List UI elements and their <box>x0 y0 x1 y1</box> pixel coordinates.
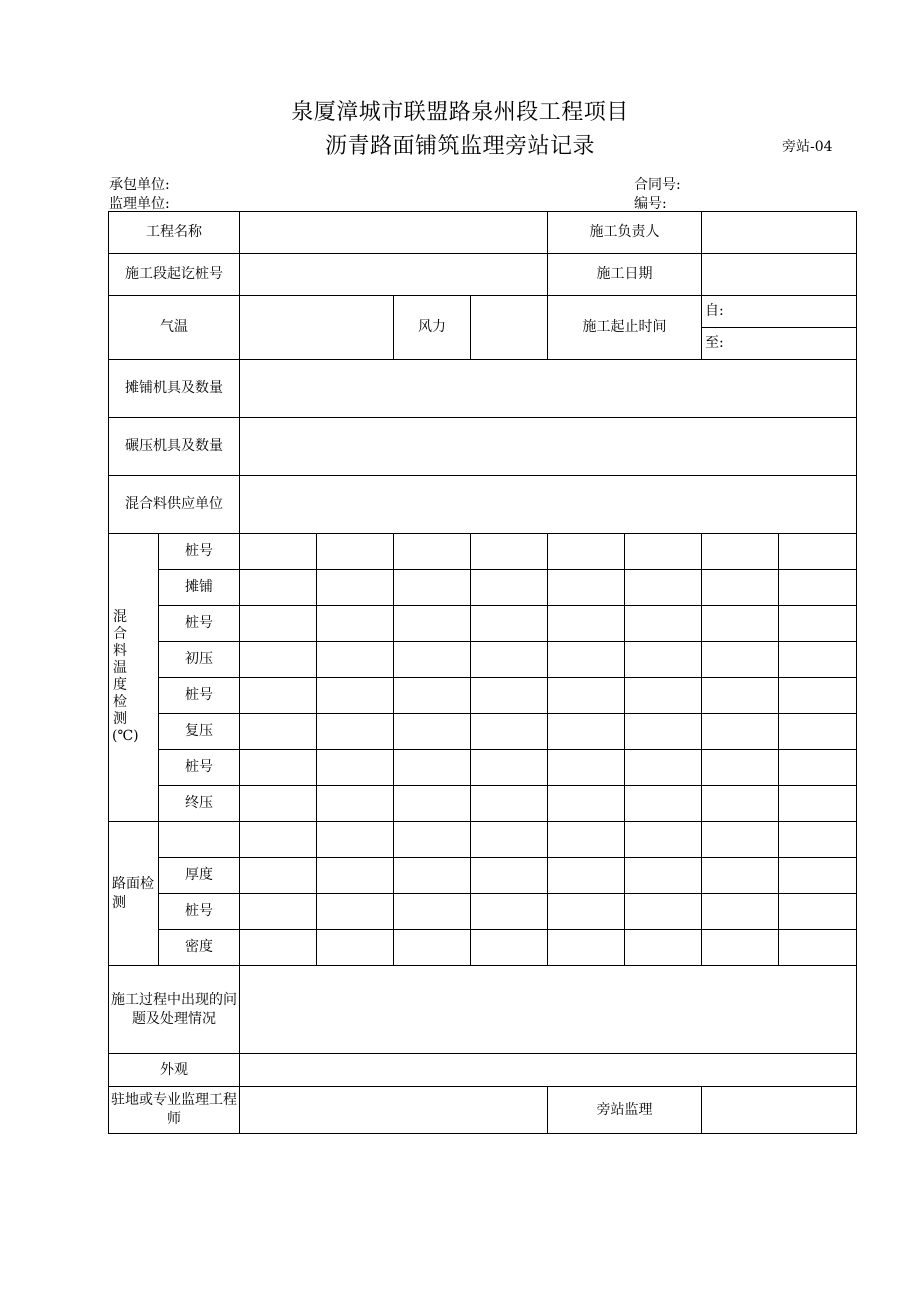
cell[interactable] <box>548 786 625 822</box>
cell[interactable] <box>394 786 471 822</box>
cell[interactable] <box>779 786 857 822</box>
construction-date-label: 施工日期 <box>548 254 702 296</box>
mix-supplier-field[interactable] <box>240 476 857 534</box>
resident-engineer-label: 驻地或专业监理工程师 <box>109 1087 240 1134</box>
cell[interactable] <box>702 786 779 822</box>
cell[interactable] <box>471 894 548 930</box>
cell[interactable] <box>394 858 471 894</box>
issues-field[interactable] <box>240 966 857 1054</box>
project-name-label: 工程名称 <box>109 212 240 254</box>
cell[interactable] <box>471 534 548 570</box>
cell[interactable] <box>625 678 702 714</box>
paving-equipment-label: 摊铺机具及数量 <box>109 360 240 418</box>
cell[interactable] <box>625 750 702 786</box>
rolling-equipment-label: 碾压机具及数量 <box>109 418 240 476</box>
cell[interactable] <box>471 930 548 966</box>
temp-row-label: 终压 <box>159 786 240 822</box>
cell[interactable] <box>394 894 471 930</box>
cell[interactable] <box>625 606 702 642</box>
onsite-supervisor-label: 旁站监理 <box>548 1087 702 1134</box>
cell[interactable] <box>240 606 317 642</box>
row-paving-equipment <box>109 360 857 418</box>
cell[interactable] <box>317 642 394 678</box>
temp-row <box>109 750 857 786</box>
cell[interactable] <box>702 930 779 966</box>
cell[interactable] <box>779 678 857 714</box>
document-title-line2: 沥青路面铺筑监理旁站记录 <box>324 134 595 159</box>
cell[interactable] <box>702 570 779 606</box>
cell[interactable] <box>317 858 394 894</box>
construction-date-field[interactable] <box>702 254 857 296</box>
cell[interactable] <box>625 822 702 858</box>
cell[interactable] <box>471 642 548 678</box>
contractor-label: 承包单位: <box>109 177 170 193</box>
cell[interactable] <box>779 858 857 894</box>
start-time-field[interactable]: 自: <box>702 296 857 328</box>
cell[interactable] <box>240 750 317 786</box>
mix-supplier-label: 混合料供应单位 <box>109 476 240 534</box>
temperature-label: 气温 <box>109 296 240 360</box>
cell[interactable] <box>394 714 471 750</box>
row-rolling-equipment <box>109 418 857 476</box>
temp-row <box>109 714 857 750</box>
cell[interactable] <box>317 606 394 642</box>
cell[interactable] <box>779 714 857 750</box>
wind-label: 风力 <box>394 296 471 360</box>
cell[interactable] <box>548 678 625 714</box>
cell[interactable] <box>394 642 471 678</box>
cell[interactable] <box>548 534 625 570</box>
cell[interactable] <box>702 750 779 786</box>
cell[interactable] <box>702 606 779 642</box>
start-end-time-label: 施工起止时间 <box>548 296 702 360</box>
cell[interactable] <box>240 930 317 966</box>
cell[interactable] <box>471 606 548 642</box>
cell[interactable] <box>625 642 702 678</box>
cell[interactable] <box>702 534 779 570</box>
cell[interactable] <box>317 750 394 786</box>
row-issues <box>109 966 857 1054</box>
temperature-field[interactable] <box>240 296 394 360</box>
cell[interactable] <box>317 786 394 822</box>
road-row-label: 桩号 <box>159 894 240 930</box>
temp-row-label: 桩号 <box>159 534 240 570</box>
cell[interactable] <box>779 570 857 606</box>
form-code: 旁站-04 <box>782 139 833 155</box>
cell[interactable] <box>240 858 317 894</box>
temp-row-label: 桩号 <box>159 750 240 786</box>
cell[interactable] <box>394 606 471 642</box>
cell[interactable] <box>317 714 394 750</box>
cell[interactable] <box>702 822 779 858</box>
cell[interactable] <box>548 714 625 750</box>
cell[interactable] <box>625 894 702 930</box>
row-signatures <box>109 1087 857 1134</box>
cell[interactable] <box>471 786 548 822</box>
appearance-field[interactable] <box>240 1054 857 1087</box>
cell[interactable] <box>548 606 625 642</box>
cell[interactable] <box>394 930 471 966</box>
temp-row <box>109 678 857 714</box>
cell[interactable] <box>240 786 317 822</box>
row-section <box>109 254 857 296</box>
cell[interactable] <box>471 858 548 894</box>
cell[interactable] <box>240 822 317 858</box>
resident-engineer-field[interactable] <box>240 1087 548 1134</box>
cell[interactable] <box>779 894 857 930</box>
cell[interactable] <box>625 786 702 822</box>
temp-row <box>109 606 857 642</box>
row-appearance <box>109 1054 857 1087</box>
section-stake-field[interactable] <box>240 254 548 296</box>
cell[interactable] <box>625 534 702 570</box>
cell[interactable] <box>548 642 625 678</box>
road-row <box>109 822 857 858</box>
cell[interactable] <box>702 678 779 714</box>
cell[interactable] <box>779 642 857 678</box>
cell[interactable] <box>548 930 625 966</box>
cell[interactable] <box>394 822 471 858</box>
cell[interactable] <box>548 750 625 786</box>
document-title-line1: 泉厦漳城市联盟路泉州段工程项目 <box>291 100 629 125</box>
issues-label: 施工过程中出现的问题及处理情况 <box>109 966 240 1054</box>
cell[interactable] <box>317 894 394 930</box>
road-row <box>109 930 857 966</box>
cell[interactable] <box>471 714 548 750</box>
mix-temp-group-label <box>109 534 159 822</box>
cell[interactable] <box>317 534 394 570</box>
cell[interactable] <box>625 858 702 894</box>
cell[interactable] <box>240 678 317 714</box>
cell[interactable] <box>317 570 394 606</box>
cell[interactable] <box>779 606 857 642</box>
supervisor-label: 监理单位: <box>109 196 170 212</box>
temp-row <box>109 534 857 570</box>
appearance-label: 外观 <box>109 1054 240 1087</box>
cell[interactable] <box>394 750 471 786</box>
row-project <box>109 212 857 254</box>
cell[interactable] <box>240 570 317 606</box>
cell[interactable] <box>548 894 625 930</box>
cell[interactable] <box>317 930 394 966</box>
cell[interactable] <box>394 570 471 606</box>
temp-row-label: 复压 <box>159 714 240 750</box>
temp-row <box>109 570 857 606</box>
road-row <box>109 894 857 930</box>
serial-label: 编号: <box>634 196 667 212</box>
onsite-supervisor-field[interactable] <box>702 1087 857 1134</box>
mix-temp-group-text: 混合料温度检测(℃) <box>112 609 139 745</box>
cell[interactable] <box>625 930 702 966</box>
cell[interactable] <box>240 642 317 678</box>
cell[interactable] <box>779 930 857 966</box>
temp-row <box>109 786 857 822</box>
road-row-label: 密度 <box>159 930 240 966</box>
cell[interactable] <box>779 534 857 570</box>
end-time-field[interactable]: 至: <box>702 328 857 360</box>
paving-equipment-field[interactable] <box>240 360 857 418</box>
cell[interactable] <box>779 750 857 786</box>
cell[interactable] <box>471 678 548 714</box>
cell[interactable] <box>625 714 702 750</box>
section-stake-label: 施工段起讫桩号 <box>109 254 240 296</box>
cell[interactable] <box>548 822 625 858</box>
row-mix-supplier <box>109 476 857 534</box>
temp-row-label: 桩号 <box>159 678 240 714</box>
rolling-equipment-field[interactable] <box>240 418 857 476</box>
cell[interactable] <box>625 570 702 606</box>
cell[interactable] <box>394 534 471 570</box>
project-name-field[interactable] <box>240 212 548 254</box>
cell[interactable] <box>317 822 394 858</box>
supervision-form-table <box>108 211 857 1134</box>
cell[interactable] <box>240 534 317 570</box>
cell[interactable] <box>702 714 779 750</box>
road-row-label: 厚度 <box>159 858 240 894</box>
cell[interactable] <box>702 642 779 678</box>
temp-row-label: 桩号 <box>159 606 240 642</box>
cell[interactable] <box>471 750 548 786</box>
cell[interactable] <box>317 678 394 714</box>
cell[interactable] <box>471 822 548 858</box>
contract-no-label: 合同号: <box>634 177 681 193</box>
cell[interactable] <box>779 822 857 858</box>
temp-row-label: 初压 <box>159 642 240 678</box>
cell[interactable] <box>702 894 779 930</box>
road-row <box>109 858 857 894</box>
temp-row-label: 摊铺 <box>159 570 240 606</box>
cell[interactable] <box>548 858 625 894</box>
temp-row <box>109 642 857 678</box>
wind-field[interactable] <box>471 296 548 360</box>
row-weather-1 <box>109 296 857 328</box>
cell[interactable] <box>240 714 317 750</box>
construction-lead-field[interactable] <box>702 212 857 254</box>
construction-lead-label: 施工负责人 <box>548 212 702 254</box>
cell[interactable] <box>240 894 317 930</box>
cell[interactable] <box>548 570 625 606</box>
road-group-label: 路面检测 <box>109 822 159 966</box>
cell[interactable] <box>702 858 779 894</box>
cell[interactable] <box>471 570 548 606</box>
cell[interactable] <box>394 678 471 714</box>
road-row-label <box>159 822 240 858</box>
